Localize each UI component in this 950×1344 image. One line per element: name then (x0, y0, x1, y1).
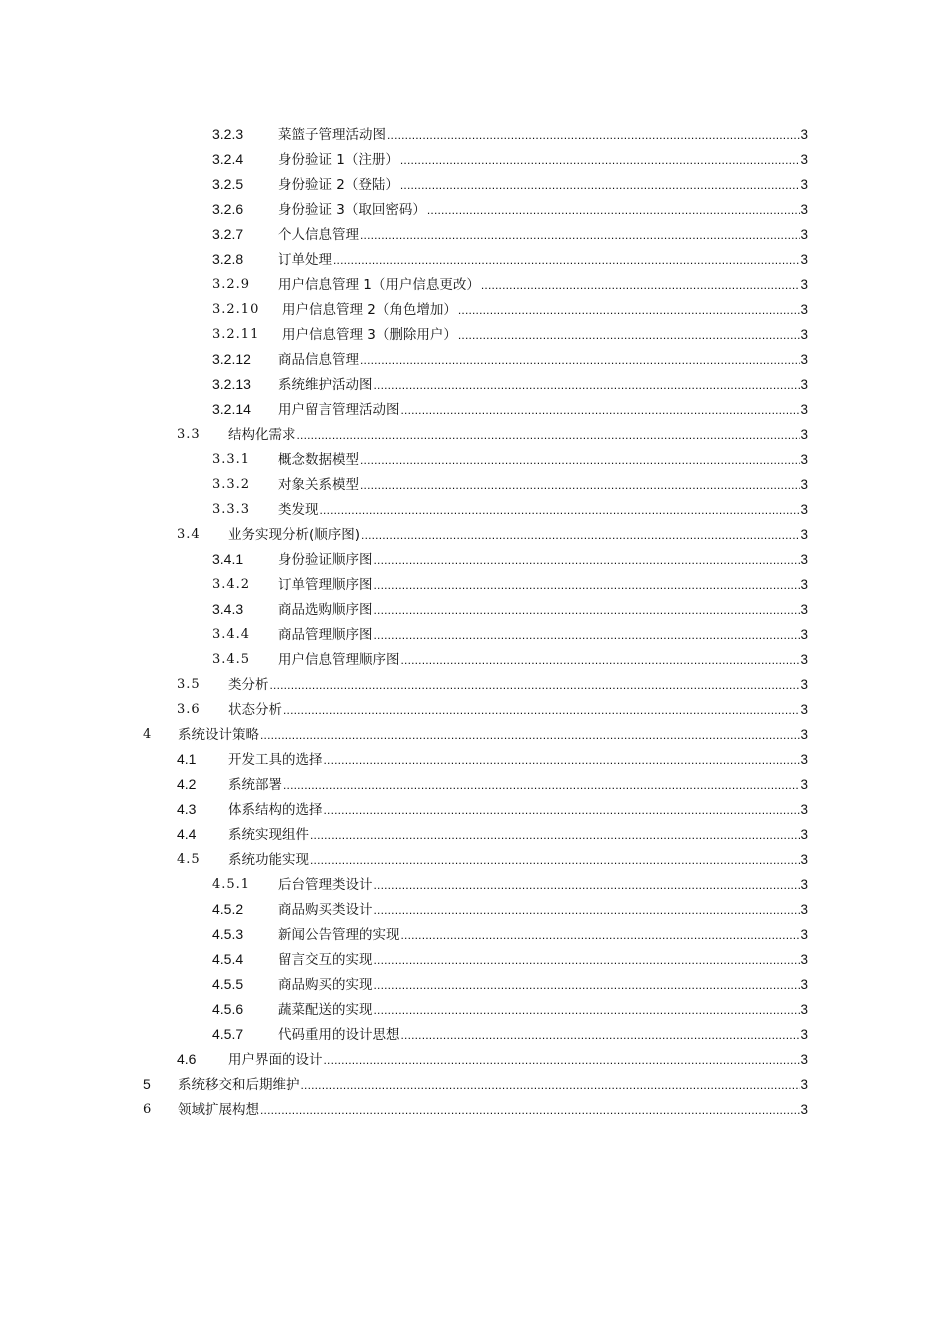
toc-entry-body (228, 822, 808, 848)
toc-entry-number: 3.3 (177, 427, 201, 442)
toc-entry-page: 3 (800, 727, 808, 742)
toc-entry-title[interactable]: 概念数据模型 (278, 452, 359, 468)
toc-entry-title[interactable]: 领域扩展构想 (178, 1102, 259, 1118)
toc-entry-number: 3.2.5 (212, 176, 244, 192)
toc-entry-number: 4.1 (177, 751, 197, 767)
toc-entry-page: 3 (800, 652, 808, 667)
dot-leader (360, 348, 800, 373)
toc-entry-page: 3 (800, 627, 808, 642)
toc-entry-number: 4.5.2 (212, 901, 244, 917)
toc-entry-body (278, 272, 808, 298)
toc-entry-title[interactable]: 身份验证 3（取回密码） (278, 202, 426, 218)
toc-entry-page: 3 (800, 177, 808, 192)
toc-entry-page: 3 (800, 502, 808, 517)
toc-entry-title[interactable]: 用户信息管理 2（角色增加） (282, 302, 457, 318)
toc-entry-body (278, 1022, 808, 1048)
toc-entry-page: 3 (800, 127, 808, 142)
toc-entry-body (278, 872, 808, 898)
toc-entry-page: 3 (800, 702, 808, 717)
toc-entry-page: 3 (800, 452, 808, 467)
toc-entry-number: 3.3.3 (212, 502, 251, 517)
toc-entry-number: 4.5.3 (212, 926, 244, 942)
dot-leader (270, 673, 801, 698)
dot-leader (481, 273, 801, 298)
toc-entry-number: 3.6 (177, 702, 201, 717)
toc-entry-page: 3 (800, 1077, 808, 1092)
toc-entry-title[interactable]: 商品选购顺序图 (278, 602, 373, 618)
toc-entry-title[interactable]: 业务实现分析(顺序图) (228, 527, 361, 543)
toc-entry-title[interactable]: 类分析 (228, 677, 269, 693)
toc-entry-page: 3 (800, 952, 808, 967)
toc-entry-page: 3 (800, 902, 808, 917)
dot-leader (400, 148, 801, 173)
dot-leader (260, 1098, 800, 1123)
toc-entry[interactable] (0, 222, 950, 247)
toc-entry-title[interactable]: 个人信息管理 (278, 227, 359, 243)
toc-entry[interactable] (0, 897, 950, 922)
toc-entry-title[interactable]: 商品购买类设计 (278, 902, 373, 918)
dot-leader (283, 698, 800, 723)
toc-entry[interactable] (0, 372, 950, 397)
toc-entry-number: 3.2.14 (212, 401, 251, 417)
toc-entry-number: 4.5.1 (212, 877, 251, 892)
dot-leader (360, 473, 800, 498)
toc-entry-title[interactable]: 用户界面的设计 (228, 1052, 323, 1068)
toc-entry-title[interactable]: 订单管理顺序图 (278, 577, 373, 593)
toc-entry-title[interactable]: 菜篮子管理活动图 (278, 127, 386, 143)
dot-leader (374, 373, 801, 398)
dot-leader (301, 1073, 801, 1098)
toc-entry-title[interactable]: 商品管理顺序图 (278, 627, 373, 643)
toc-entry-number: 4.3 (177, 801, 197, 817)
toc-entry-page: 3 (800, 802, 808, 817)
toc-entry[interactable] (0, 1072, 950, 1097)
toc-entry-number: 3.5 (177, 677, 201, 692)
toc-entry[interactable] (0, 872, 950, 897)
toc-entry-number: 3.2.6 (212, 201, 244, 217)
toc-entry-number: 3.4.5 (212, 652, 251, 667)
toc-entry-number: 3.4.4 (212, 627, 251, 642)
toc-entry[interactable] (0, 947, 950, 972)
toc-entry-number: 3.4 (177, 527, 201, 542)
toc-entry-body (278, 347, 808, 373)
dot-leader (401, 923, 801, 948)
toc-entry-body (278, 372, 808, 398)
toc-entry-title[interactable]: 商品购买的实现 (278, 977, 373, 993)
toc-entry[interactable] (0, 397, 950, 422)
toc-entry-number: 3.3.2 (212, 477, 251, 492)
toc-entry[interactable] (0, 797, 950, 822)
toc-entry-number: 4 (143, 727, 153, 742)
toc-entry[interactable] (0, 922, 950, 947)
toc-entry-number: 3.2.8 (212, 251, 244, 267)
toc-entry[interactable] (0, 422, 950, 447)
dot-leader (374, 973, 801, 998)
toc-entry-body (228, 1047, 808, 1073)
toc-entry-body (278, 597, 808, 623)
toc-entry-title[interactable]: 身份验证 1（注册） (278, 152, 399, 168)
toc-entry-title[interactable]: 系统实现组件 (228, 827, 309, 843)
toc-entry[interactable] (0, 122, 950, 147)
toc-entry-title[interactable]: 新闻公告管理的实现 (278, 927, 400, 943)
toc-entry-page: 3 (800, 1002, 808, 1017)
toc-entry-number: 3.2.4 (212, 151, 244, 167)
toc-entry[interactable] (0, 772, 950, 797)
toc-entry-page: 3 (800, 252, 808, 267)
toc-entry-page: 3 (800, 227, 808, 242)
dot-leader (310, 823, 800, 848)
dot-leader (458, 298, 801, 323)
dot-leader (427, 198, 801, 223)
toc-entry-title[interactable]: 系统维护活动图 (278, 377, 373, 393)
toc-entry-body (228, 772, 808, 798)
toc-entry-body (278, 572, 808, 598)
toc-entry-body (228, 522, 808, 548)
toc-entry-number: 3.2.7 (212, 226, 244, 242)
dot-leader (324, 748, 801, 773)
toc-entry-body (278, 647, 808, 673)
toc-entry[interactable] (0, 297, 950, 322)
toc-entry-number: 3.2.11 (212, 327, 260, 342)
dot-leader (374, 898, 801, 923)
toc-entry-body (278, 222, 808, 248)
toc-entry[interactable] (0, 547, 950, 572)
dot-leader (374, 948, 801, 973)
toc-entry-body (278, 447, 808, 473)
toc-entry-page: 3 (800, 777, 808, 792)
toc-entry-page: 3 (800, 1052, 808, 1067)
toc-entry[interactable] (0, 622, 950, 647)
toc-entry-title[interactable]: 结构化需求 (228, 427, 296, 443)
toc-entry-title[interactable]: 留言交互的实现 (278, 952, 373, 968)
dot-leader (310, 848, 800, 873)
dot-leader (401, 398, 801, 423)
dot-leader (374, 548, 801, 573)
toc-entry[interactable] (0, 697, 950, 722)
toc-entry-number: 5 (143, 1076, 151, 1092)
toc-entry[interactable] (0, 672, 950, 697)
toc-entry-number: 4.5.5 (212, 976, 244, 992)
toc-entry-title[interactable]: 蔬菜配送的实现 (278, 1002, 373, 1018)
toc-entry-body (278, 897, 808, 923)
toc-entry-number: 3.4.1 (212, 551, 244, 567)
toc-entry-page: 3 (800, 602, 808, 617)
toc-entry-body (278, 397, 808, 423)
toc-entry[interactable] (0, 572, 950, 597)
toc-entry-title[interactable]: 系统设计策略 (178, 727, 259, 743)
toc-entry-page: 3 (800, 977, 808, 992)
toc-entry[interactable] (0, 597, 950, 622)
toc-entry[interactable] (0, 997, 950, 1022)
toc-entry-title[interactable]: 用户信息管理顺序图 (278, 652, 400, 668)
toc-entry-body (278, 622, 808, 648)
toc-entry-page: 3 (800, 1027, 808, 1042)
toc-entry-page: 3 (800, 852, 808, 867)
toc-entry[interactable] (0, 247, 950, 272)
toc-entry-number: 3.2.10 (212, 302, 260, 317)
toc-entry-number: 3.2.12 (212, 351, 251, 367)
dot-leader (360, 448, 800, 473)
toc-entry[interactable] (0, 822, 950, 847)
toc-entry-body (278, 947, 808, 973)
toc-entry[interactable] (0, 322, 950, 347)
toc-entry-body (278, 172, 808, 198)
dot-leader (360, 223, 800, 248)
toc-entry-title[interactable]: 开发工具的选择 (228, 752, 323, 768)
toc-entry-body (278, 472, 808, 498)
toc-entry-body (178, 1072, 808, 1098)
toc-entry-page: 3 (800, 827, 808, 842)
dot-leader (387, 123, 800, 148)
toc-entry-body (278, 147, 808, 173)
toc-entry-body (282, 322, 808, 348)
dot-leader (374, 998, 801, 1023)
toc-entry-body (228, 797, 808, 823)
toc-entry[interactable] (0, 147, 950, 172)
toc-entry-body (178, 1097, 808, 1123)
toc-entry-number: 4.6 (177, 1051, 197, 1067)
toc-entry[interactable] (0, 972, 950, 997)
dot-leader (401, 1023, 801, 1048)
toc-entry[interactable] (0, 1022, 950, 1047)
toc-entry-number: 4.5.4 (212, 951, 244, 967)
dot-leader (260, 723, 800, 748)
toc-entry-page: 3 (800, 527, 808, 542)
dot-leader (283, 773, 800, 798)
toc-entry-title[interactable]: 身份验证 2（登陆） (278, 177, 399, 193)
toc-entry-page: 3 (800, 327, 808, 342)
dot-leader (374, 873, 801, 898)
dot-leader (400, 173, 801, 198)
toc-entry-number: 4.5.6 (212, 1001, 244, 1017)
toc-entry-number: 4.5 (177, 852, 201, 867)
toc-entry-page: 3 (800, 752, 808, 767)
toc-entry-page: 3 (800, 427, 808, 442)
toc-entry[interactable] (0, 647, 950, 672)
toc-entry-body (278, 547, 808, 573)
toc-entry[interactable] (0, 197, 950, 222)
toc-entry-page: 3 (800, 377, 808, 392)
toc-entry[interactable] (0, 1097, 950, 1122)
toc-entry[interactable] (0, 272, 950, 297)
toc-entry[interactable] (0, 172, 950, 197)
toc-entry-page: 3 (800, 552, 808, 567)
toc-entry-page: 3 (800, 577, 808, 592)
toc-entry-body (228, 747, 808, 773)
toc-entry-number: 3.3.1 (212, 452, 251, 467)
toc-entry-body (228, 697, 808, 723)
toc-entry-body (282, 297, 808, 323)
toc-entry-number: 4.4 (177, 826, 197, 842)
toc-entry-number: 6 (143, 1102, 153, 1117)
toc-entry-body (278, 122, 808, 148)
toc-entry-body (278, 497, 808, 523)
toc-entry-title[interactable]: 体系结构的选择 (228, 802, 323, 818)
toc-entry-page: 3 (800, 277, 808, 292)
toc-entry-title[interactable]: 对象关系模型 (278, 477, 359, 493)
toc-entry[interactable] (0, 1047, 950, 1072)
toc-entry-title[interactable]: 系统功能实现 (228, 852, 309, 868)
toc-entry-title[interactable]: 系统部署 (228, 777, 282, 793)
toc-entry-title[interactable]: 后台管理类设计 (278, 877, 373, 893)
toc-entry-page: 3 (800, 302, 808, 317)
toc-entry-title[interactable]: 身份验证顺序图 (278, 552, 373, 568)
toc-entry-number: 4.2 (177, 776, 197, 792)
toc-entry-body (278, 972, 808, 998)
dot-leader (361, 523, 800, 548)
toc-entry[interactable] (0, 722, 950, 747)
toc-entry-body (178, 722, 808, 748)
toc-entry-title[interactable]: 代码重用的设计思想 (278, 1027, 400, 1043)
toc-entry-number: 3.4.3 (212, 601, 244, 617)
toc-entry-body (278, 247, 808, 273)
toc-entry-number: 3.2.9 (212, 277, 251, 292)
toc-entry-page: 3 (800, 927, 808, 942)
toc-entry[interactable] (0, 447, 950, 472)
dot-leader (324, 798, 801, 823)
dot-leader (401, 648, 801, 673)
toc-entry-title[interactable]: 类发现 (278, 502, 319, 518)
toc-entry[interactable] (0, 847, 950, 872)
toc-entry[interactable] (0, 472, 950, 497)
toc-entry-number: 3.2.13 (212, 376, 251, 392)
toc-entry-page: 3 (800, 477, 808, 492)
toc-entry-body (228, 422, 808, 448)
toc-entry-body (228, 672, 808, 698)
toc-entry[interactable] (0, 747, 950, 772)
toc-entry[interactable] (0, 497, 950, 522)
toc-entry-page: 3 (800, 877, 808, 892)
toc-entry-page: 3 (800, 677, 808, 692)
dot-leader (320, 498, 801, 523)
toc-entry-title[interactable]: 订单处理 (278, 252, 332, 268)
toc-entry-title[interactable]: 用户留言管理活动图 (278, 402, 400, 418)
dot-leader (458, 323, 801, 348)
toc-entry-title[interactable]: 系统移交和后期维护 (178, 1077, 300, 1093)
toc-entry[interactable] (0, 522, 950, 547)
toc-entry-number: 4.5.7 (212, 1026, 244, 1042)
dot-leader (374, 573, 801, 598)
toc-entry-body (228, 847, 808, 873)
dot-leader (297, 423, 801, 448)
toc-entry-number: 3.2.3 (212, 126, 244, 142)
toc-entry-page: 3 (800, 402, 808, 417)
toc-entry-body (278, 922, 808, 948)
toc-entry-body (278, 197, 808, 223)
dot-leader (324, 1048, 801, 1073)
dot-leader (374, 598, 801, 623)
toc-entry-title[interactable]: 用户信息管理 3（删除用户） (282, 327, 457, 343)
toc-entry-title[interactable]: 状态分析 (228, 702, 282, 718)
dot-leader (374, 623, 801, 648)
toc-entry-title[interactable]: 商品信息管理 (278, 352, 359, 368)
toc-entry-page: 3 (800, 1102, 808, 1117)
toc-entry[interactable] (0, 347, 950, 372)
toc-entry-number: 3.4.2 (212, 577, 251, 592)
toc-entry-title[interactable]: 用户信息管理 1（用户信息更改） (278, 277, 480, 293)
toc-entry-body (278, 997, 808, 1023)
dot-leader (333, 248, 800, 273)
toc-entry-page: 3 (800, 202, 808, 217)
toc-entry-page: 3 (800, 352, 808, 367)
toc-entry-page: 3 (800, 152, 808, 167)
